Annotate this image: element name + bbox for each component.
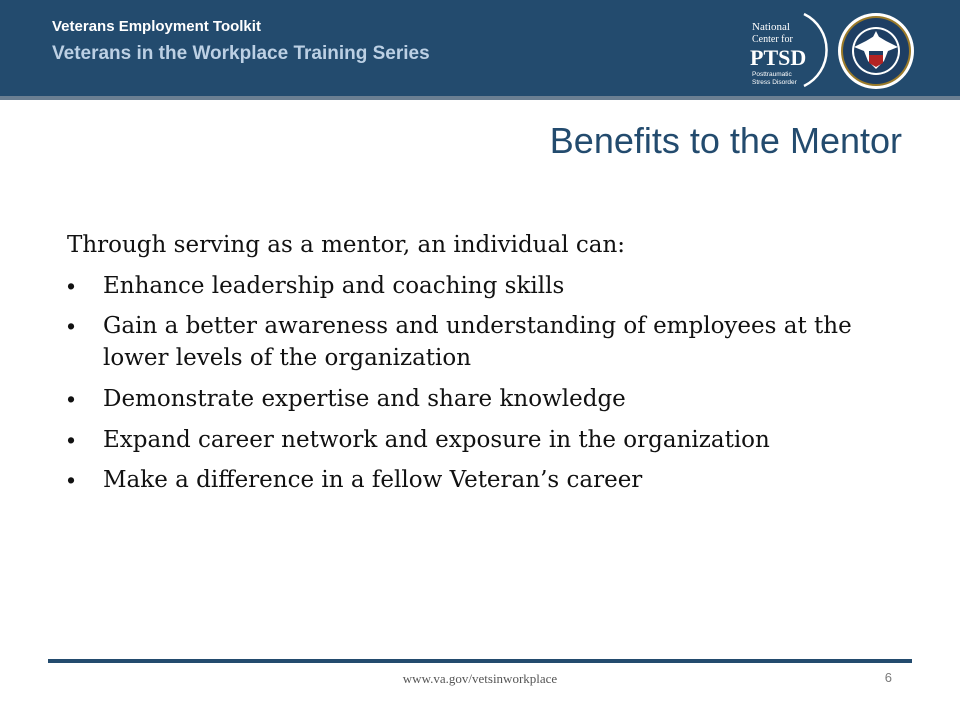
bullet-glyph: • (67, 272, 76, 299)
header-divider (0, 96, 960, 100)
bullet-text: Demonstrate expertise and share knowledge (103, 385, 626, 412)
bullet-glyph: • (67, 385, 76, 412)
bullet-item (67, 384, 907, 416)
intro-text: Through serving as a mentor, an individual can: (67, 232, 626, 258)
ptsd-logo-line3: PTSD (750, 45, 807, 70)
ptsd-logo-line5: Stress Disorder (752, 79, 797, 86)
ptsd-logo (744, 10, 828, 90)
toolkit-title: Veterans Employment Toolkit (52, 18, 261, 35)
footer-url[interactable]: www.va.gov/vetsinworkplace (402, 671, 558, 686)
slide-title: Benefits to the Mentor (549, 120, 902, 161)
bullet-text: Make a difference in a fellow Veteran’s career (103, 467, 643, 494)
va-seal (836, 11, 916, 91)
page-number: 6 (884, 670, 892, 685)
bullet-item (67, 465, 907, 497)
bullet-text: Gain a better awareness and understanding of employees at the lower levels of the organization (103, 313, 852, 372)
ptsd-logo-line4: Posttraumatic (752, 71, 792, 78)
bullet-item (67, 271, 907, 303)
ptsd-logo-line2: Center for (752, 34, 793, 45)
bullet-glyph: • (67, 426, 76, 453)
ptsd-logo-line1: National (752, 21, 790, 33)
bullet-glyph: • (67, 313, 76, 340)
bullet-text: Enhance leadership and coaching skills (103, 272, 565, 299)
bullet-list (67, 271, 907, 497)
slide-body (67, 230, 907, 506)
bullet-item (67, 425, 907, 457)
bullet-item (67, 311, 907, 374)
footer-divider (48, 659, 912, 663)
bullet-text: Expand career network and exposure in the organization (103, 426, 770, 453)
bullet-glyph: • (67, 467, 76, 494)
series-title: Veterans in the Workplace Training Series (52, 43, 430, 64)
